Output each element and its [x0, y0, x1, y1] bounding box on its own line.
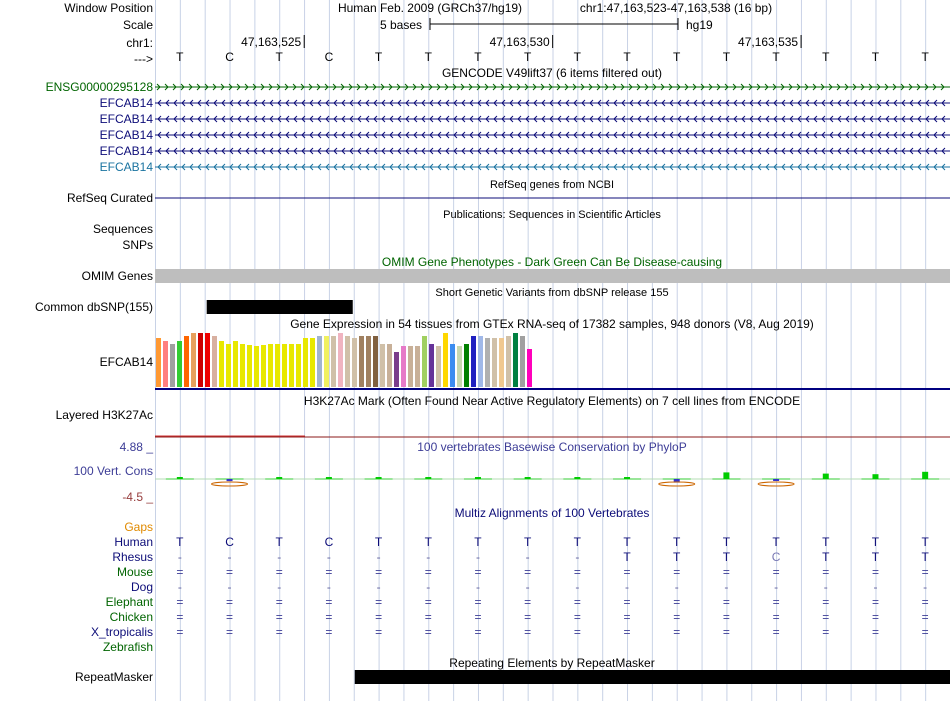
alignment-base: T: [921, 550, 929, 564]
alignment-base: =: [474, 595, 482, 609]
phylop-score-bar: [276, 477, 282, 479]
base-letter: T: [673, 50, 681, 64]
alignment-base: -: [674, 580, 679, 594]
alignment-base: =: [375, 625, 383, 639]
base-letter: C: [225, 50, 234, 64]
gene-label[interactable]: EFCAB14: [99, 144, 153, 158]
alignment-base: -: [774, 580, 779, 594]
dbsnp-variant-block: [207, 300, 353, 314]
alignment-base: =: [921, 565, 929, 579]
alignment-base: -: [326, 580, 331, 594]
gtex-tissue-bar: [429, 344, 434, 387]
phylop-score-bar: [475, 477, 481, 479]
alignment-base: -: [326, 550, 331, 564]
phylop-score-bar: [773, 479, 779, 481]
gtex-tissue-bar: [163, 341, 168, 387]
gtex-title[interactable]: Gene Expression in 54 tissues from GTEx RNA-seq of 17382 samples, 948 donors (V8, Aug 2019): [290, 317, 814, 331]
phylop-ymax: 4.88 _: [119, 440, 153, 454]
alignment-base: =: [275, 610, 283, 624]
gtex-tissue-bar: [373, 336, 378, 387]
repeatmasker-label[interactable]: RepeatMasker: [74, 670, 153, 684]
alignment-base: C: [324, 535, 334, 549]
alignment-base: =: [722, 625, 730, 639]
alignment-base: T: [772, 535, 780, 549]
alignment-base: =: [673, 565, 681, 579]
gtex-tissue-bar: [289, 344, 294, 387]
gtex-tissue-bar: [268, 344, 273, 387]
base-letter: T: [176, 50, 184, 64]
alignment-base: -: [177, 550, 182, 564]
alignment-base: =: [822, 610, 830, 624]
gtex-tissue-bar: [520, 336, 525, 387]
ruler-tick-label: 47,163,530: [489, 35, 550, 49]
alignment-base: =: [325, 595, 333, 609]
alignment-base: =: [573, 625, 581, 639]
alignment-base: T: [871, 535, 880, 549]
alignment-base: =: [325, 565, 333, 579]
alignment-base: -: [475, 580, 480, 594]
alignment-base: =: [424, 610, 432, 624]
gene-label[interactable]: EFCAB14: [99, 160, 153, 174]
alignment-base: =: [275, 565, 283, 579]
alignment-base: =: [623, 595, 631, 609]
alignment-base: C: [225, 535, 234, 549]
gtex-tissue-bar: [394, 352, 399, 387]
species-label[interactable]: X_tropicalis: [90, 625, 153, 639]
gene-label[interactable]: ENSG00000295128: [45, 80, 153, 94]
gtex-tissue-bar: [352, 338, 357, 387]
base-letter: T: [374, 50, 383, 64]
species-label[interactable]: Chicken: [109, 610, 153, 624]
base-letter: T: [871, 50, 880, 64]
alignment-base: -: [625, 580, 630, 594]
repeatmasker-title[interactable]: Repeating Elements by RepeatMasker: [449, 656, 655, 670]
alignment-base: -: [575, 550, 580, 564]
gtex-tissue-bar: [359, 336, 364, 387]
alignment-base: =: [424, 565, 432, 579]
alignment-base: =: [424, 625, 432, 639]
gtex-tissue-bar: [156, 338, 161, 387]
gtex-tissue-bar: [366, 336, 371, 387]
alignment-base: =: [524, 610, 532, 624]
gtex-tissue-bar: [198, 333, 203, 387]
alignment-base: =: [524, 565, 532, 579]
base-letter: T: [474, 50, 482, 64]
gtex-tissue-bar: [310, 338, 315, 387]
gtex-tissue-bar: [464, 344, 469, 387]
gtex-tissue-bar: [492, 338, 497, 387]
alignment-base: =: [474, 625, 482, 639]
gtex-tissue-bar: [450, 344, 455, 387]
gtex-tissue-bar: [233, 341, 238, 387]
alignment-base: =: [673, 595, 681, 609]
base-letter: T: [921, 50, 929, 64]
alignment-base: =: [871, 565, 879, 579]
alignment-base: -: [525, 580, 530, 594]
phylop-ymin: -4.5 _: [122, 490, 153, 504]
window-position-label: Window Position: [64, 1, 153, 15]
scale-label: Scale: [122, 18, 153, 32]
alignment-base: =: [474, 610, 482, 624]
alignment-base: -: [376, 550, 381, 564]
gtex-tissue-bar: [275, 344, 280, 387]
alignment-base: T: [623, 535, 631, 549]
alignment-base: T: [722, 535, 731, 549]
alignment-base: =: [573, 595, 581, 609]
alignment-base: T: [176, 535, 184, 549]
repeatmasker-element-block: [355, 670, 950, 684]
phylop-label[interactable]: 100 Vert. Cons: [73, 464, 153, 478]
base-letter: T: [822, 50, 830, 64]
alignment-base: -: [426, 550, 431, 564]
gtex-tissue-bar: [387, 344, 392, 387]
alignment-base: T: [673, 550, 681, 564]
alignment-base: =: [623, 610, 631, 624]
h3k27ac-label[interactable]: Layered H3K27Ac: [55, 408, 153, 422]
phylop-score-bar: [376, 477, 382, 479]
alignment-base: T: [424, 535, 432, 549]
base-letter: T: [424, 50, 432, 64]
gtex-tissue-bar: [282, 344, 287, 387]
alignment-base: =: [573, 565, 581, 579]
base-letter: T: [523, 50, 532, 64]
phylop-score-bar: [177, 477, 183, 479]
scale-db-text: hg19: [686, 18, 713, 32]
phylop-score-bar: [723, 472, 729, 479]
gtex-tissue-bar: [191, 333, 196, 387]
phylop-score-bar: [872, 474, 878, 479]
gtex-tissue-bar: [380, 344, 385, 387]
alignment-base: T: [573, 535, 582, 549]
alignment-base: =: [226, 595, 234, 609]
alignment-base: =: [176, 610, 184, 624]
alignment-base: T: [822, 535, 830, 549]
gtex-tissue-bar: [471, 336, 476, 387]
gtex-tissue-bar: [226, 344, 231, 387]
alignment-base: -: [426, 580, 431, 594]
alignment-base: =: [921, 595, 929, 609]
multiz-title[interactable]: Multiz Alignments of 100 Vertebrates: [454, 506, 650, 520]
alignment-base: =: [623, 565, 631, 579]
species-label[interactable]: Elephant: [105, 595, 153, 609]
alignment-base: -: [227, 580, 232, 594]
base-letter: T: [722, 50, 731, 64]
base-letter: C: [324, 50, 334, 64]
alignment-base: =: [524, 595, 532, 609]
alignment-base: T: [673, 535, 681, 549]
alignment-base: =: [772, 610, 780, 624]
alignment-base: -: [475, 550, 480, 564]
phylop-score-bar: [326, 477, 332, 479]
gtex-tissue-bar: [506, 336, 511, 387]
alignment-base: =: [524, 625, 532, 639]
position-readout: chr1:47,163,523-47,163,538 (16 bp): [579, 1, 773, 15]
alignment-base: T: [722, 550, 731, 564]
species-label[interactable]: Mouse: [116, 565, 153, 579]
publications-title[interactable]: Publications: Sequences in Scientific Articles: [443, 209, 661, 221]
alignment-base: =: [722, 610, 730, 624]
base-letter: T: [772, 50, 780, 64]
alignment-base: =: [722, 595, 730, 609]
alignment-base: =: [822, 565, 830, 579]
snps-label[interactable]: SNPs: [122, 238, 153, 252]
gtex-tissue-bar: [443, 333, 448, 387]
scale-bases-text: 5 bases: [380, 18, 423, 32]
alignment-base: =: [623, 625, 631, 639]
alignment-base: -: [724, 580, 729, 594]
alignment-base: T: [275, 535, 283, 549]
alignment-base: =: [275, 595, 283, 609]
alignment-base: C: [771, 550, 781, 564]
alignment-base: =: [871, 610, 879, 624]
gtex-tissue-bar: [513, 333, 518, 387]
alignment-base: -: [823, 580, 828, 594]
alignment-base: T: [623, 550, 631, 564]
phylop-score-bar: [624, 477, 630, 479]
alignment-base: =: [871, 595, 879, 609]
alignment-base: =: [325, 625, 333, 639]
phylop-score-bar: [574, 477, 580, 479]
gtex-tissue-bar: [303, 338, 308, 387]
phylop-title[interactable]: 100 vertebrates Basewise Conservation by PhyloP: [417, 440, 687, 454]
gtex-tissue-bar: [422, 336, 427, 387]
alignment-base: -: [525, 550, 530, 564]
gtex-tissue-bar: [345, 336, 350, 387]
gtex-tissue-bar: [184, 336, 189, 387]
ruler-tick-label: 47,163,525: [241, 35, 302, 49]
h3k27ac-title[interactable]: H3K27Ac Mark (Often Found Near Active Regulatory Elements) on 7 cell lines from ENCODE: [303, 394, 801, 408]
gtex-tissue-bar: [408, 346, 413, 387]
gtex-tissue-bar: [296, 344, 301, 387]
refseq-title[interactable]: RefSeq genes from NCBI: [489, 179, 615, 191]
gtex-tissue-bar: [240, 344, 245, 387]
alignment-base: =: [722, 565, 730, 579]
alignment-base: =: [921, 610, 929, 624]
alignment-base: -: [873, 580, 878, 594]
species-label[interactable]: Human: [114, 535, 153, 549]
alignment-base: =: [921, 625, 929, 639]
base-letter: T: [573, 50, 582, 64]
gencode-title[interactable]: GENCODE V49lift37 (6 items filtered out): [441, 66, 663, 80]
alignment-base: =: [573, 610, 581, 624]
alignment-base: T: [374, 535, 383, 549]
alignment-base: -: [277, 580, 282, 594]
alignment-base: T: [921, 535, 929, 549]
gene-label[interactable]: EFCAB14: [99, 96, 153, 110]
alignment-base: =: [424, 595, 432, 609]
gtex-tissue-bar: [212, 336, 217, 387]
alignment-base: =: [176, 625, 184, 639]
alignment-base: =: [673, 625, 681, 639]
alignment-base: T: [822, 550, 830, 564]
gtex-tissue-bar: [261, 345, 266, 387]
gtex-tissue-bar: [457, 346, 462, 387]
gene-label[interactable]: EFCAB14: [99, 112, 153, 126]
strand-arrow-label: --->: [134, 52, 153, 66]
species-label[interactable]: Rhesus: [112, 550, 153, 564]
chrom-label: chr1:: [126, 36, 153, 50]
gtex-label[interactable]: EFCAB14: [99, 355, 153, 369]
gaps-label: Gaps: [124, 520, 153, 534]
alignment-base: =: [673, 610, 681, 624]
phylop-neg-mark: [758, 482, 794, 486]
alignment-base: -: [923, 580, 928, 594]
alignment-base: =: [226, 610, 234, 624]
phylop-score-bar: [823, 474, 829, 479]
gtex-tissue-bar: [219, 341, 224, 387]
gtex-tissue-bar: [478, 336, 483, 387]
gtex-tissue-bar: [205, 333, 210, 387]
alignment-base: =: [772, 565, 780, 579]
gtex-tissue-bar: [499, 338, 504, 387]
omim-title[interactable]: OMIM Gene Phenotypes - Dark Green Can Be Disease-causing: [381, 255, 723, 269]
alignment-base: =: [375, 595, 383, 609]
gtex-tissue-bar: [485, 338, 490, 387]
dbsnp-title[interactable]: Short Genetic Variants from dbSNP release 155: [435, 287, 669, 299]
alignment-base: =: [226, 565, 234, 579]
ruler-tick-label: 47,163,535: [738, 35, 799, 49]
assembly-title: Human Feb. 2009 (GRCh37/hg19): [337, 1, 523, 15]
alignment-base: -: [277, 550, 282, 564]
alignment-base: =: [474, 565, 482, 579]
phylop-score-bar: [425, 477, 431, 479]
gtex-tissue-bar: [331, 336, 336, 387]
gtex-tissue-bar: [401, 346, 406, 387]
alignment-base: T: [871, 550, 880, 564]
phylop-score-bar: [227, 479, 233, 481]
gtex-tissue-bar: [317, 336, 322, 387]
species-label[interactable]: Zebrafish: [102, 640, 153, 654]
gtex-tissue-bar: [177, 341, 182, 387]
gtex-tissue-bar: [338, 333, 343, 387]
alignment-base: -: [575, 580, 580, 594]
phylop-score-bar: [525, 477, 531, 479]
refseq-label[interactable]: RefSeq Curated: [66, 191, 153, 205]
sequences-label[interactable]: Sequences: [92, 222, 153, 236]
gtex-tissue-bar: [247, 345, 252, 387]
base-letter: T: [275, 50, 283, 64]
alignment-base: =: [176, 565, 184, 579]
gtex-tissue-bar: [527, 349, 532, 387]
alignment-base: =: [822, 625, 830, 639]
base-letter: T: [623, 50, 631, 64]
species-label[interactable]: Dog: [130, 580, 153, 594]
alignment-base: =: [375, 565, 383, 579]
phylop-score-bar: [922, 472, 928, 479]
gtex-tissue-bar: [436, 346, 441, 387]
gtex-tissue-bar: [415, 346, 420, 387]
alignment-base: =: [772, 595, 780, 609]
phylop-neg-mark: [212, 482, 248, 486]
alignment-base: T: [474, 535, 482, 549]
alignment-base: =: [375, 610, 383, 624]
alignment-base: =: [325, 610, 333, 624]
gtex-tissue-bar: [324, 336, 329, 387]
alignment-base: =: [176, 595, 184, 609]
alignment-base: =: [871, 625, 879, 639]
omim-label[interactable]: OMIM Genes: [81, 269, 153, 283]
alignment-base: =: [226, 625, 234, 639]
alignment-base: =: [822, 595, 830, 609]
dbsnp-label[interactable]: Common dbSNP(155): [34, 300, 153, 314]
alignment-base: =: [275, 625, 283, 639]
omim-gene-bar: [155, 269, 950, 283]
alignment-base: =: [772, 625, 780, 639]
alignment-base: T: [523, 535, 532, 549]
alignment-base: -: [177, 580, 182, 594]
gene-label[interactable]: EFCAB14: [99, 128, 153, 142]
gtex-tissue-bar: [170, 344, 175, 387]
gtex-tissue-bar: [254, 346, 259, 387]
alignment-base: -: [227, 550, 232, 564]
alignment-base: -: [376, 580, 381, 594]
